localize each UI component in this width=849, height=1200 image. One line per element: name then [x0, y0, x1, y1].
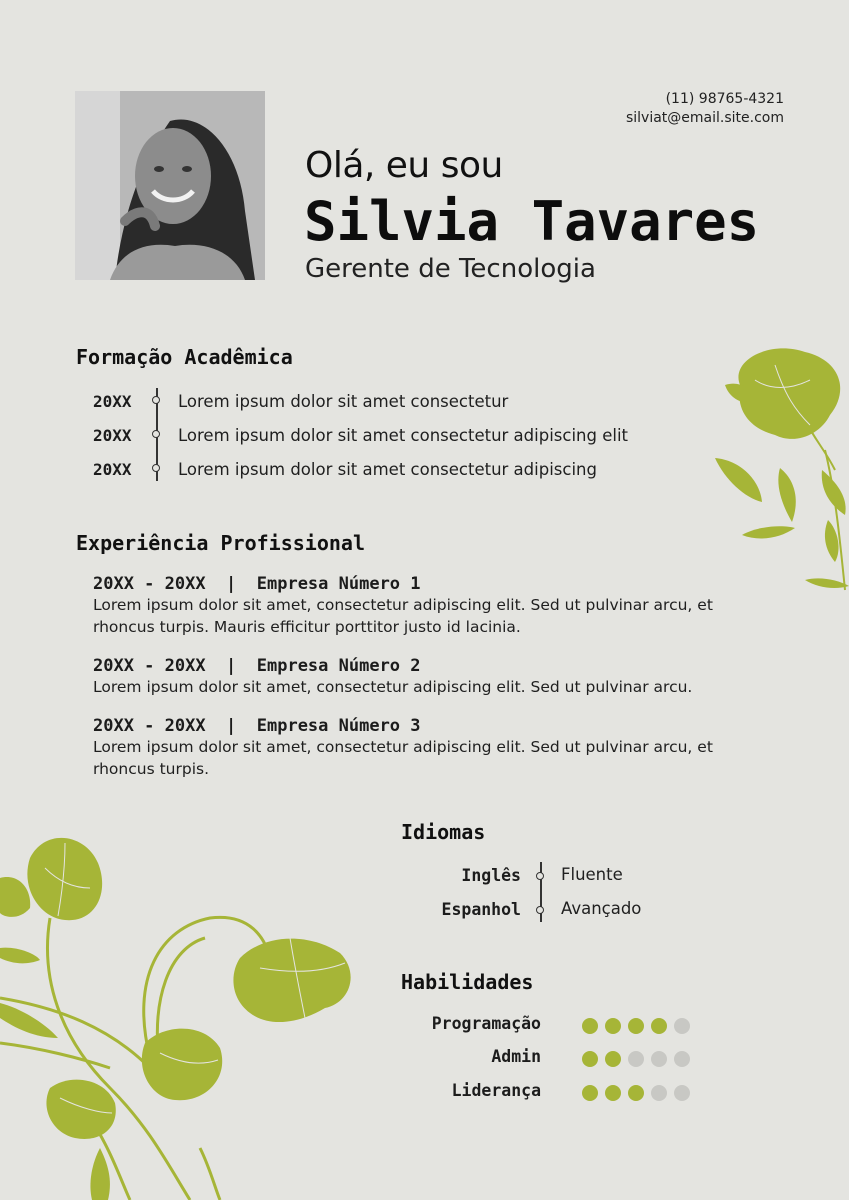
skill-dot-empty [674, 1085, 690, 1101]
skill-dot-filled [582, 1051, 598, 1067]
education-year: 20XX [93, 459, 132, 479]
skill-rating [582, 1018, 690, 1034]
timeline-dot [152, 430, 160, 438]
skill-name: Liderança [451, 1081, 541, 1100]
contact-info [626, 90, 784, 128]
education-year: 20XX [93, 425, 132, 445]
skill-dot-empty [628, 1051, 644, 1067]
education-item [93, 423, 629, 447]
language-level: Fluente [561, 865, 623, 884]
full-name: Silvia Tavares [304, 190, 760, 253]
skill-dot-empty [674, 1051, 690, 1067]
leaf-illustration-bottom-left [0, 828, 360, 1200]
skill-dot-filled [605, 1085, 621, 1101]
greeting: Olá, eu sou [305, 145, 503, 186]
experience-item [93, 716, 773, 780]
education-description: Lorem ipsum dolor sit amet consectetur [178, 391, 509, 411]
job-title: Gerente de Tecnologia [305, 254, 596, 284]
experience-description: Lorem ipsum dolor sit amet, consectetur adipiscing elit. Sed ut pulvinar arcu. [93, 678, 693, 696]
skill-rating [582, 1085, 690, 1101]
skill-dot-filled [651, 1018, 667, 1034]
skill-rating [582, 1051, 690, 1067]
education-title: Formação Acadêmica [76, 345, 293, 369]
experience-item [93, 574, 773, 638]
skills-title: Habilidades [401, 970, 534, 994]
education-description: Lorem ipsum dolor sit amet consectetur adipiscing [178, 459, 597, 479]
language-level: Avançado [561, 899, 642, 918]
skill-dot-filled [582, 1085, 598, 1101]
skill-name: Programação [431, 1014, 541, 1033]
experience-heading: 20XX - 20XX | Empresa Número 3 [93, 716, 421, 736]
experience-item [93, 656, 773, 698]
experience-description: Lorem ipsum dolor sit amet, consectetur adipiscing elit. Sed ut pulvinar arcu, et rhoncus turpis. [93, 738, 713, 778]
skill-dot-filled [582, 1018, 598, 1034]
skill-dot-empty [651, 1085, 667, 1101]
skill-dot-empty [651, 1051, 667, 1067]
skill-dot-filled [628, 1085, 644, 1101]
profile-photo [75, 91, 265, 280]
language-name: Inglês [461, 866, 521, 885]
experience-title: Experiência Profissional [76, 531, 365, 555]
skill-name: Admin [491, 1047, 541, 1066]
timeline-dot [536, 872, 544, 880]
education-item [93, 389, 509, 413]
timeline-dot [536, 906, 544, 914]
language-name: Espanhol [441, 900, 521, 919]
experience-heading: 20XX - 20XX | Empresa Número 2 [93, 656, 421, 676]
portrait-image [75, 91, 265, 280]
experience-heading: 20XX - 20XX | Empresa Número 1 [93, 574, 421, 594]
education-year: 20XX [93, 391, 132, 411]
phone-number: (11) 98765-4321 [665, 91, 784, 107]
timeline-dot [152, 396, 160, 404]
skill-dot-empty [674, 1018, 690, 1034]
education-description: Lorem ipsum dolor sit amet consectetur adipiscing elit [178, 425, 629, 445]
leaf-illustration-top-right [700, 340, 849, 600]
education-item [93, 457, 597, 481]
email-address: silviat@email.site.com [625, 110, 784, 126]
timeline-dot [152, 464, 160, 472]
skill-dot-filled [605, 1051, 621, 1067]
languages-title: Idiomas [401, 820, 486, 844]
skill-dot-filled [605, 1018, 621, 1034]
experience-description: Lorem ipsum dolor sit amet, consectetur adipiscing elit. Sed ut pulvinar arcu, et rhoncus turpis. Mauris efficitur porttitor justo id lacinia. [93, 596, 713, 636]
skill-dot-filled [628, 1018, 644, 1034]
